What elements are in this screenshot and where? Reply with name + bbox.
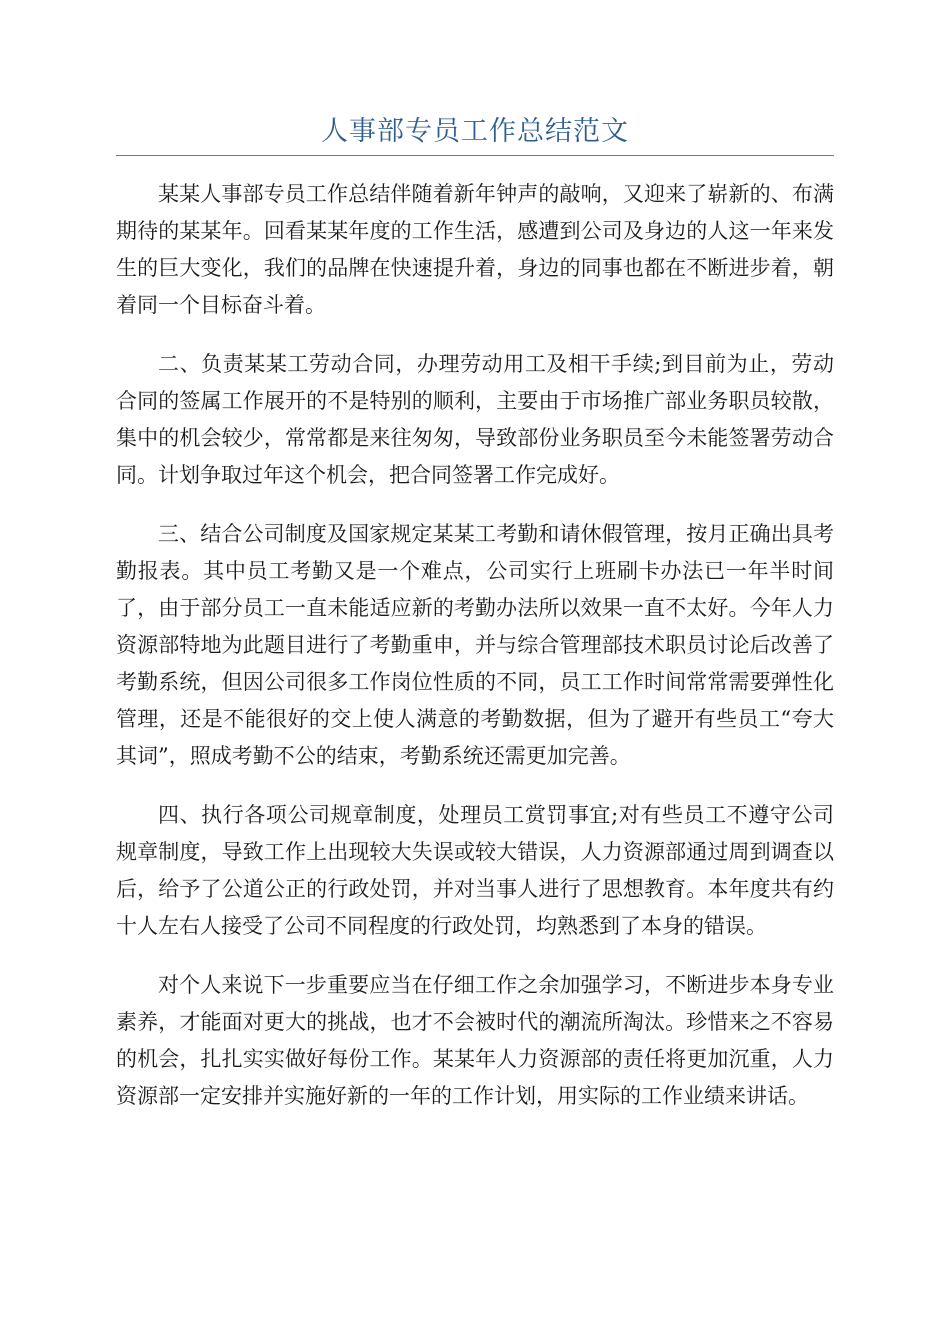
document-title: 人事部专员工作总结范文 bbox=[321, 116, 629, 147]
document-body bbox=[116, 176, 834, 1137]
paragraph-section-3: 三、结合公司制度及国家规定某某工考勤和请休假管理，按月正确出具考勤报表。其中员工考勤又是一个难点，公司实行上班刷卡办法已一年半时间了，由于部分员工一直未能适应新的考勤办法所以效果一直不太好。今年人力资源部特地为此题目进行了考勤重申，并与综合管理部技术职员讨论后改善了考勤系统，但因公司很多工作岗位性质的不同，员工工作时间常常需要弹性化管理，还是不能很好的交上使人满意的考勤数据，但为了避开有些员工“夸大其词”，照成考勤不公的结束，考勤系统还需更加完善。 bbox=[116, 522, 834, 768]
paragraph-section-2: 二、负责某某工劳动合同，办理劳动用工及相干手续;到目前为止，劳动合同的签属工作展开的不是特别的顺利，主要由于市场推广部业务职员较散，集中的机会较少，常常都是来往匆匆，导致部份业务职员至今未能签署劳动合同。计划争取过年这个机会，把合同签署工作完成好。 bbox=[116, 352, 834, 487]
paragraph-section-4: 四、执行各项公司规章制度，处理员工赏罚事宜;对有些员工不遵守公司规章制度，导致工作上出现较大失误或较大错误，人力资源部通过周到调查以后，给予了公道公正的行政处罚，并对当事人进行了思想教育。本年度共有约十人左右人接受了公司不同程度的行政处罚，均熟悉到了本身的错误。 bbox=[116, 803, 834, 938]
paragraph-closing: 对个人来说下一步重要应当在仔细工作之余加强学习，不断进步本身专业素养，才能面对更大的挑战，也才不会被时代的潮流所淘汰。珍惜来之不容易的机会，扎扎实实做好每份工作。某某年人力资源部的责任将更加沉重，人力资源部一定安排并实施好新的一年的工作计划，用实际的工作业绩来讲话。 bbox=[116, 973, 834, 1108]
title-underline bbox=[116, 155, 834, 156]
paragraph-intro: 某某人事部专员工作总结伴随着新年钟声的敲响，又迎来了崭新的、布满期待的某某年。回看某某年度的工作生活，感遭到公司及身边的人这一年来发生的巨大变化，我们的品牌在快速提升着，身边的同事也都在不断进步着，朝着同一个目标奋斗着。 bbox=[116, 182, 834, 317]
